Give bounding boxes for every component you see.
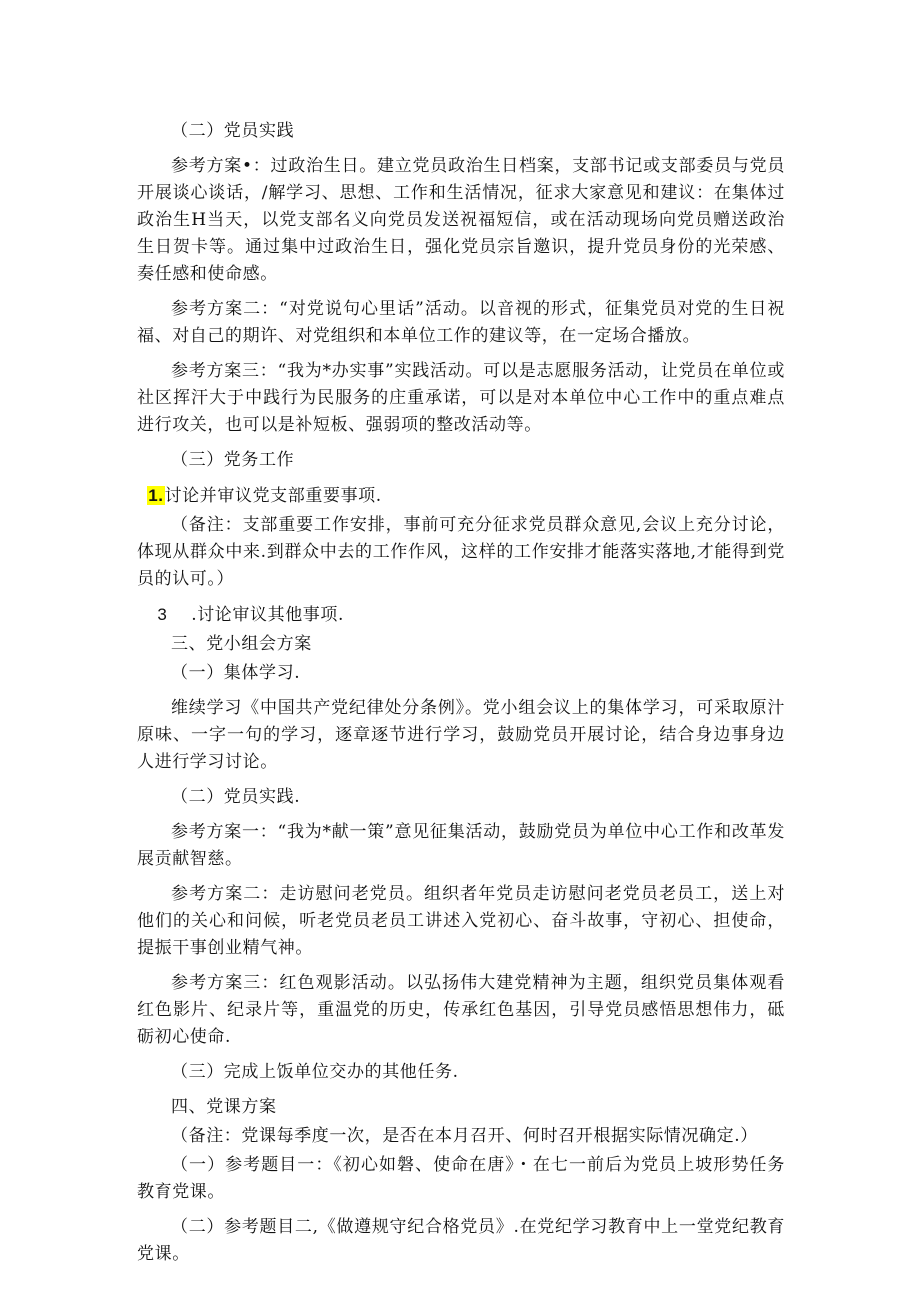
section-heading-party-lecture: 四、党课方案 <box>171 1097 277 1117</box>
paragraph-plan-visit-veterans: 参考方案二：走访慰问老党员。组织者年党员走访慰问老党员老员工，送上对他们的关心和问候，听老党员老员工讲述入党初心、奋斗故事，守初心、担使命，提振干事创业精气神。 <box>137 884 785 958</box>
paragraph-plan-political-birthday: 参考方案•：过政治生日。建立党员政治生日档案，支部书记或支部委员与党员开展谈心谈话，/解学习、思想、工作和生活情况，征求大家意见和建议：在集体过政治生H当天，以党支部名义向党员发送祝福短信，或在活动现场向党员赠送政治生日贺卡等。通过集中过政治生日，强化党员宗旨邀识，提升党员身份的光荣感、奏任感和使命感。 <box>137 156 785 284</box>
paragraph-plan-practical-deeds: 参考方案三：“我为*办实事”实践活动。可以是志愿服务活动，让党员在单位或社区挥汗大于中践行为民服务的庄重承诺，可以是对本单位中心工作中的重点难点进行攻关，也可以是补短板、强弱项的整改活动等。 <box>137 361 785 435</box>
document-body <box>137 118 785 1276</box>
paragraph-topic-one: （一）参考题目一：《初心如磐、使命在唐》・在七一前后为党员上坡形势任务教育党课。 <box>137 1155 785 1202</box>
list-number-highlighted: 1. <box>148 486 164 505</box>
paragraph-note-work-style: （备注：支部重要工作安排，事前可充分征求党员群众意见,会议上充分讨论，体现从群众中来.到群众中去的工作作风，这样的工作安排才能落实落地,才能得到党员的认可。） <box>137 515 785 589</box>
paragraph-plan-red-film: 参考方案三：红色观影活动。以弘扬伟大建党精神为主题，组织党员集体观看红色影片、纪录片等，重温党的历史，传承红色基因，引导党员感悟思想伟力，砥砺初心使命. <box>137 973 785 1047</box>
subheading-collective-study: （一）集体学习. <box>171 663 301 683</box>
subheading-party-practice: （二）党员实践. <box>171 787 301 807</box>
paragraph-study-regulations: 维续学习《中国共产党纪律处分条例》。党小组会议上的集体学习，可采取原汁原味、一字一句的学习，逐章逐节进行学习，鼓励党员开展讨论，结合身边事身边人进行学习讨论。 <box>137 698 785 772</box>
list-item-review-matters <box>137 482 785 510</box>
paragraph-topic-two: （二）参考题目二,《做遵规守纪合格党员》.在党纪学习教育中上一堂党纪教育党课。 <box>137 1217 785 1264</box>
list-item-other-matters <box>137 601 785 629</box>
paragraph-note-lecture-schedule: （备注：党课每季度一次，是否在本月召开、何时召开根据实际情况确定.） <box>171 1126 758 1146</box>
section-heading-party-practice: （二）党员实践 <box>171 121 295 141</box>
subheading-other-tasks: （三）完成上饭单位交办的其他任务. <box>171 1062 459 1082</box>
section-heading-group-meeting: 三、党小组会方案 <box>171 634 312 654</box>
paragraph-plan-one-suggestion: 参考方案一：“我为*献一策”意见征集活动，鼓励党员为单位中心工作和改革发展贡献智慈。 <box>137 822 785 869</box>
list-item-text: .讨论审议其他事项. <box>191 605 344 625</box>
list-item-text: 讨论并审议党支部重要事项. <box>164 486 382 506</box>
paragraph-plan-heart-words: 参考方案二：“对党说句心里话”活动。以音视的形式，征集党员对党的生日祝福、对自己的期许、对党组织和本单位工作的建议等，在一定场合播放。 <box>137 299 785 346</box>
list-number: 3 <box>157 605 168 624</box>
section-heading-party-affairs: （三）党务工作 <box>171 450 295 470</box>
